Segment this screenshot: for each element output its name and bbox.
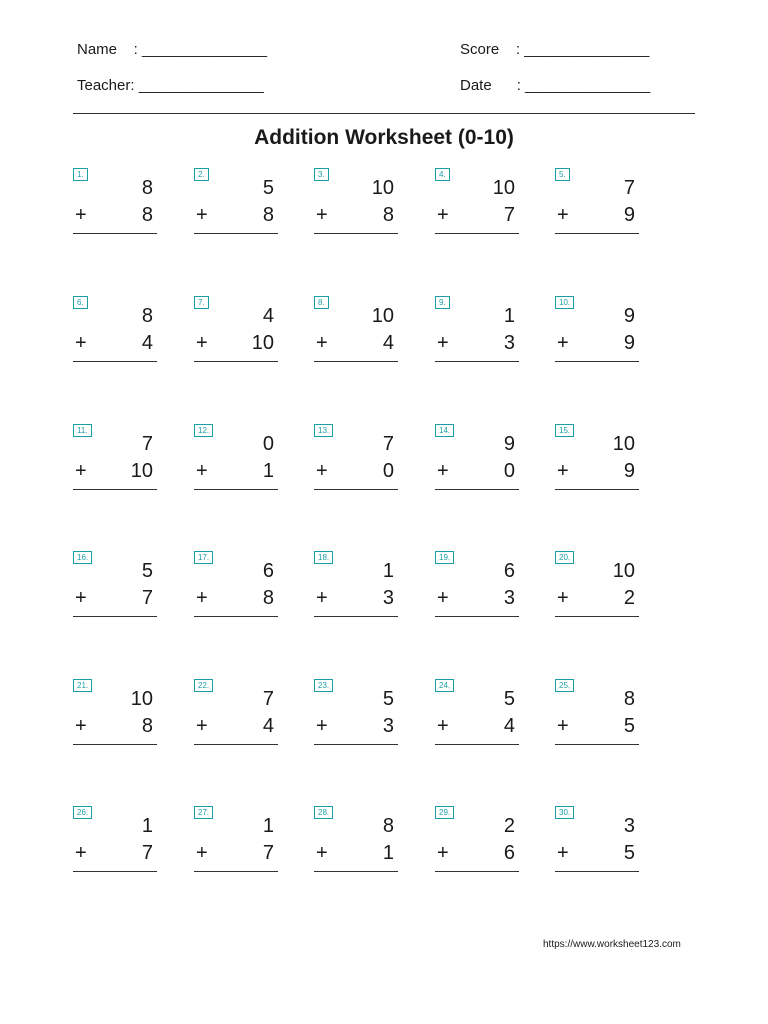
plus-sign: +	[75, 204, 87, 226]
addend-top: 10	[612, 433, 635, 455]
problem-number: 2.	[194, 168, 209, 181]
problem-number: 19.	[435, 551, 454, 564]
addend-bottom: 8	[141, 715, 153, 737]
addend-bottom: 10	[251, 332, 274, 354]
addend-bottom: 4	[503, 715, 515, 737]
plus-sign: +	[196, 842, 208, 864]
plus-sign: +	[437, 587, 449, 609]
date-field: Date : _______________	[460, 77, 651, 94]
problem-number: 3.	[314, 168, 329, 181]
problem-number: 11.	[73, 424, 92, 437]
addend-top: 10	[492, 177, 515, 199]
plus-sign: +	[557, 332, 569, 354]
problem-18	[314, 551, 398, 621]
problem-number: 6.	[73, 296, 88, 309]
addend-bottom: 0	[503, 460, 515, 482]
addend-top: 7	[262, 688, 274, 710]
problem-number: 25.	[555, 679, 574, 692]
name-field: Name : _______________	[77, 41, 268, 58]
problem-number: 21.	[73, 679, 92, 692]
addend-top: 5	[262, 177, 274, 199]
problem-number: 23.	[314, 679, 333, 692]
addend-bottom: 9	[623, 332, 635, 354]
problem-number: 26.	[73, 806, 92, 819]
addend-top: 5	[503, 688, 515, 710]
addend-bottom: 7	[141, 842, 153, 864]
problem-3	[314, 168, 398, 238]
problem-27	[194, 806, 278, 876]
addend-top: 1	[262, 815, 274, 837]
plus-sign: +	[316, 715, 328, 737]
problem-26	[73, 806, 157, 876]
footer-url: https://www.worksheet123.com	[543, 939, 681, 950]
addend-top: 10	[612, 560, 635, 582]
plus-sign: +	[557, 204, 569, 226]
addend-top: 6	[503, 560, 515, 582]
plus-sign: +	[75, 332, 87, 354]
problem-number: 27.	[194, 806, 213, 819]
answer-line	[194, 233, 278, 234]
plus-sign: +	[437, 204, 449, 226]
problem-number: 8.	[314, 296, 329, 309]
problem-number: 15.	[555, 424, 574, 437]
answer-line	[194, 744, 278, 745]
addend-bottom: 7	[141, 587, 153, 609]
addend-top: 7	[623, 177, 635, 199]
addend-bottom: 4	[141, 332, 153, 354]
problem-10	[555, 296, 639, 366]
addend-top: 9	[503, 433, 515, 455]
problem-number: 22.	[194, 679, 213, 692]
answer-line	[194, 489, 278, 490]
answer-line	[194, 871, 278, 872]
addend-top: 8	[141, 177, 153, 199]
answer-line	[314, 233, 398, 234]
plus-sign: +	[316, 332, 328, 354]
plus-sign: +	[316, 204, 328, 226]
addend-bottom: 7	[503, 204, 515, 226]
plus-sign: +	[196, 204, 208, 226]
answer-line	[435, 233, 519, 234]
answer-line	[73, 744, 157, 745]
addend-bottom: 4	[262, 715, 274, 737]
addend-bottom: 1	[262, 460, 274, 482]
answer-line	[314, 489, 398, 490]
plus-sign: +	[557, 842, 569, 864]
addend-top: 8	[382, 815, 394, 837]
problem-9	[435, 296, 519, 366]
problem-12	[194, 424, 278, 494]
addend-top: 0	[262, 433, 274, 455]
answer-line	[314, 361, 398, 362]
addend-top: 8	[623, 688, 635, 710]
problem-4	[435, 168, 519, 238]
problem-19	[435, 551, 519, 621]
addend-bottom: 6	[503, 842, 515, 864]
plus-sign: +	[196, 715, 208, 737]
addend-top: 3	[623, 815, 635, 837]
plus-sign: +	[437, 460, 449, 482]
answer-line	[73, 616, 157, 617]
problem-25	[555, 679, 639, 749]
problem-number: 10.	[555, 296, 574, 309]
problem-number: 7.	[194, 296, 209, 309]
problem-8	[314, 296, 398, 366]
addend-bottom: 8	[382, 204, 394, 226]
addend-bottom: 10	[130, 460, 153, 482]
addend-top: 7	[141, 433, 153, 455]
problem-14	[435, 424, 519, 494]
addend-top: 8	[141, 305, 153, 327]
addend-top: 5	[382, 688, 394, 710]
addend-bottom: 3	[382, 715, 394, 737]
answer-line	[73, 361, 157, 362]
addend-bottom: 3	[503, 332, 515, 354]
addend-top: 5	[141, 560, 153, 582]
problem-number: 1.	[73, 168, 88, 181]
problem-24	[435, 679, 519, 749]
problem-28	[314, 806, 398, 876]
problem-number: 17.	[194, 551, 213, 564]
problem-7	[194, 296, 278, 366]
problem-11	[73, 424, 157, 494]
addend-bottom: 9	[623, 460, 635, 482]
answer-line	[555, 361, 639, 362]
answer-line	[73, 871, 157, 872]
addend-bottom: 5	[623, 842, 635, 864]
problem-number: 9.	[435, 296, 450, 309]
answer-line	[435, 361, 519, 362]
addend-bottom: 4	[382, 332, 394, 354]
page-title: Addition Worksheet (0-10)	[254, 126, 514, 149]
addend-top: 10	[371, 177, 394, 199]
problem-6	[73, 296, 157, 366]
plus-sign: +	[557, 587, 569, 609]
addend-top: 9	[623, 305, 635, 327]
plus-sign: +	[437, 715, 449, 737]
addend-bottom: 0	[382, 460, 394, 482]
problem-number: 30.	[555, 806, 574, 819]
answer-line	[194, 361, 278, 362]
header-divider	[73, 113, 695, 114]
addend-bottom: 3	[503, 587, 515, 609]
addend-bottom: 8	[262, 587, 274, 609]
plus-sign: +	[196, 460, 208, 482]
answer-line	[555, 744, 639, 745]
answer-line	[435, 489, 519, 490]
problem-number: 20.	[555, 551, 574, 564]
problem-number: 13.	[314, 424, 333, 437]
problem-5	[555, 168, 639, 238]
answer-line	[73, 233, 157, 234]
problem-15	[555, 424, 639, 494]
addend-bottom: 8	[262, 204, 274, 226]
problem-number: 4.	[435, 168, 450, 181]
addend-bottom: 1	[382, 842, 394, 864]
problem-17	[194, 551, 278, 621]
answer-line	[435, 871, 519, 872]
plus-sign: +	[316, 842, 328, 864]
problem-2	[194, 168, 278, 238]
problem-number: 28.	[314, 806, 333, 819]
teacher-field: Teacher: _______________	[77, 77, 264, 94]
problem-16	[73, 551, 157, 621]
addend-bottom: 5	[623, 715, 635, 737]
addend-top: 10	[130, 688, 153, 710]
answer-line	[314, 616, 398, 617]
plus-sign: +	[75, 842, 87, 864]
plus-sign: +	[557, 715, 569, 737]
plus-sign: +	[75, 460, 87, 482]
plus-sign: +	[75, 587, 87, 609]
answer-line	[314, 871, 398, 872]
answer-line	[435, 616, 519, 617]
problem-number: 12.	[194, 424, 213, 437]
problem-23	[314, 679, 398, 749]
plus-sign: +	[75, 715, 87, 737]
addend-top: 1	[503, 305, 515, 327]
problem-29	[435, 806, 519, 876]
answer-line	[555, 233, 639, 234]
answer-line	[555, 616, 639, 617]
addend-top: 4	[262, 305, 274, 327]
addend-top: 10	[371, 305, 394, 327]
plus-sign: +	[557, 460, 569, 482]
problem-number: 24.	[435, 679, 454, 692]
answer-line	[555, 489, 639, 490]
problem-13	[314, 424, 398, 494]
addend-top: 2	[503, 815, 515, 837]
answer-line	[73, 489, 157, 490]
answer-line	[555, 871, 639, 872]
problem-30	[555, 806, 639, 876]
answer-line	[194, 616, 278, 617]
addend-bottom: 8	[141, 204, 153, 226]
problem-20	[555, 551, 639, 621]
plus-sign: +	[196, 587, 208, 609]
score-field: Score : _______________	[460, 41, 650, 58]
problem-number: 18.	[314, 551, 333, 564]
addend-top: 1	[141, 815, 153, 837]
answer-line	[314, 744, 398, 745]
problem-1	[73, 168, 157, 238]
plus-sign: +	[437, 842, 449, 864]
addend-top: 1	[382, 560, 394, 582]
problem-number: 16.	[73, 551, 92, 564]
problem-22	[194, 679, 278, 749]
addend-top: 7	[382, 433, 394, 455]
problem-number: 14.	[435, 424, 454, 437]
plus-sign: +	[316, 460, 328, 482]
problem-number: 5.	[555, 168, 570, 181]
plus-sign: +	[196, 332, 208, 354]
problem-number: 29.	[435, 806, 454, 819]
problem-21	[73, 679, 157, 749]
addend-bottom: 2	[623, 587, 635, 609]
addend-bottom: 9	[623, 204, 635, 226]
plus-sign: +	[437, 332, 449, 354]
addend-top: 6	[262, 560, 274, 582]
addend-bottom: 3	[382, 587, 394, 609]
answer-line	[435, 744, 519, 745]
addend-bottom: 7	[262, 842, 274, 864]
plus-sign: +	[316, 587, 328, 609]
